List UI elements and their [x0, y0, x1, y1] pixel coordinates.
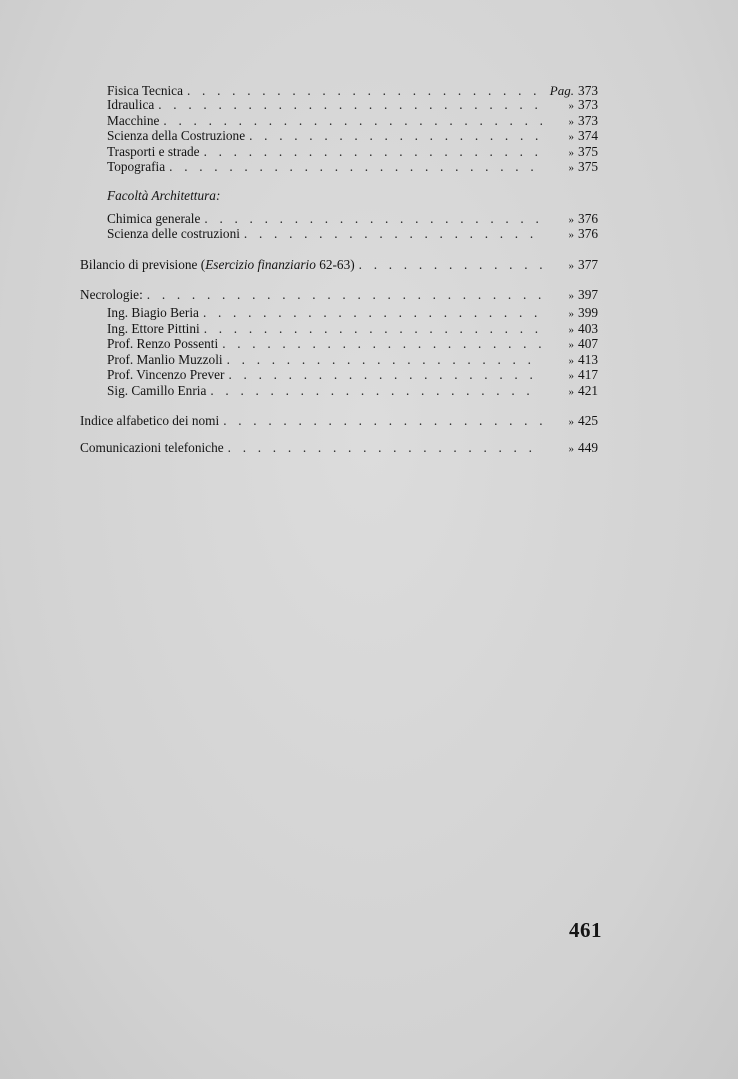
toc-entry-beria	[80, 306, 598, 321]
toc-page-number: 376	[578, 226, 598, 242]
toc-entry-title: Scienza della Costruzione	[107, 128, 246, 144]
toc-page-number: 449	[578, 440, 598, 456]
toc-page-number: 425	[578, 412, 598, 428]
ditto-marker: »	[568, 370, 574, 383]
ditto-marker: »	[568, 339, 574, 352]
page-number: 461	[569, 918, 602, 942]
toc-entry-title: Comunicazioni telefoniche	[80, 440, 224, 456]
toc-entry-title: Scienza delle costruzioni	[107, 226, 240, 242]
ditto-marker: »	[568, 385, 574, 398]
ditto-marker: »	[568, 323, 574, 336]
toc-entry-title: Ing. Ettore Pittini	[107, 320, 200, 336]
toc-page-number: 373	[578, 97, 598, 113]
toc-entry-fisica-tecnica	[80, 84, 598, 98]
dot-leader	[204, 145, 542, 159]
toc-entry-title: Trasporti e strade	[107, 143, 200, 159]
toc-entry-topografia	[80, 160, 598, 175]
dot-leader	[204, 212, 542, 226]
table-of-contents	[80, 84, 598, 457]
dot-leader	[163, 114, 542, 128]
ditto-marker: »	[568, 443, 574, 456]
ditto-marker: »	[568, 146, 574, 159]
toc-entry-idraulica	[80, 98, 598, 113]
toc-entry-title: Topografia	[107, 159, 166, 175]
toc-entry-title: Prof. Vincenzo Prever	[107, 367, 225, 383]
toc-entry-scienza-costruzioni	[80, 227, 598, 242]
toc-page-number: 375	[578, 143, 598, 159]
toc-entry-title: Idraulica	[107, 97, 155, 113]
dot-leader	[244, 227, 542, 241]
ditto-marker: »	[568, 162, 574, 175]
italic-phrase: Esercizio finanziario	[205, 256, 316, 272]
toc-page-number: 375	[578, 159, 598, 175]
dot-leader	[158, 98, 542, 112]
toc-entry-title: Necrologie:	[80, 287, 143, 303]
dot-leader	[169, 160, 542, 174]
dot-leader	[223, 414, 542, 428]
toc-entry-title: Prof. Manlio Muzzoli	[107, 351, 223, 367]
dot-leader	[249, 129, 542, 143]
toc-page-number: 373	[578, 83, 598, 98]
toc-entry-indice	[80, 414, 598, 429]
dot-leader	[228, 441, 542, 455]
ditto-marker: »	[568, 115, 574, 128]
toc-entry-necrologie	[80, 288, 598, 303]
toc-entry-possenti	[80, 337, 598, 352]
toc-page-number: 399	[578, 305, 598, 321]
toc-entry-trasporti-strade	[80, 145, 598, 160]
toc-entry-chimica-generale	[80, 212, 598, 227]
ditto-marker: »	[568, 354, 574, 367]
toc-entry-title: Indice alfabetico dei nomi	[80, 412, 220, 428]
section-heading-architettura: Facoltà Architettura:	[107, 188, 221, 204]
toc-entry-comunicazioni	[80, 441, 598, 456]
dot-leader	[203, 306, 542, 320]
ditto-marker: »	[568, 290, 574, 303]
dot-leader	[147, 288, 542, 302]
toc-entry-title: Prof. Renzo Possenti	[107, 336, 219, 352]
toc-page-number: 377	[578, 256, 598, 272]
ditto-marker: »	[568, 213, 574, 226]
toc-entry-bilancio	[80, 258, 598, 273]
ditto-marker: »	[568, 100, 574, 113]
toc-entry-pittini	[80, 322, 598, 337]
toc-page-number: 376	[578, 210, 598, 226]
dot-leader	[210, 384, 542, 398]
toc-page-number: 421	[578, 382, 598, 398]
toc-page-number: 417	[578, 367, 598, 383]
toc-entry-title: Chimica generale	[107, 210, 201, 226]
dot-leader	[187, 84, 542, 98]
ditto-marker: »	[568, 415, 574, 428]
toc-entry-title: Bilancio di previsione (Esercizio finanziario 62-63)	[80, 256, 355, 272]
dot-leader	[228, 368, 542, 382]
dot-leader	[222, 337, 542, 351]
toc-page-number: 374	[578, 128, 598, 144]
page-marker: Pag.	[549, 83, 574, 98]
toc-entry-macchine	[80, 114, 598, 129]
dot-leader	[204, 322, 542, 336]
toc-entry-scienza-costruzione	[80, 129, 598, 144]
toc-entry-muzzoli	[80, 353, 598, 368]
toc-entry-prever	[80, 368, 598, 383]
toc-entry-title: Fisica Tecnica	[107, 83, 183, 98]
ditto-marker: »	[568, 229, 574, 242]
toc-page-number: 413	[578, 351, 598, 367]
dot-leader	[227, 353, 542, 367]
ditto-marker: »	[568, 308, 574, 321]
ditto-marker: »	[568, 131, 574, 144]
toc-entry-title: Sig. Camillo Enria	[107, 382, 207, 398]
toc-page-number: 373	[578, 112, 598, 128]
toc-page-number: 397	[578, 287, 598, 303]
toc-entry-enria	[80, 384, 598, 399]
toc-entry-title: Macchine	[107, 112, 160, 128]
toc-page-number: 403	[578, 320, 598, 336]
toc-entry-title: Ing. Biagio Beria	[107, 305, 199, 321]
ditto-marker: »	[568, 259, 574, 272]
dot-leader	[359, 258, 542, 272]
toc-page-number: 407	[578, 336, 598, 352]
